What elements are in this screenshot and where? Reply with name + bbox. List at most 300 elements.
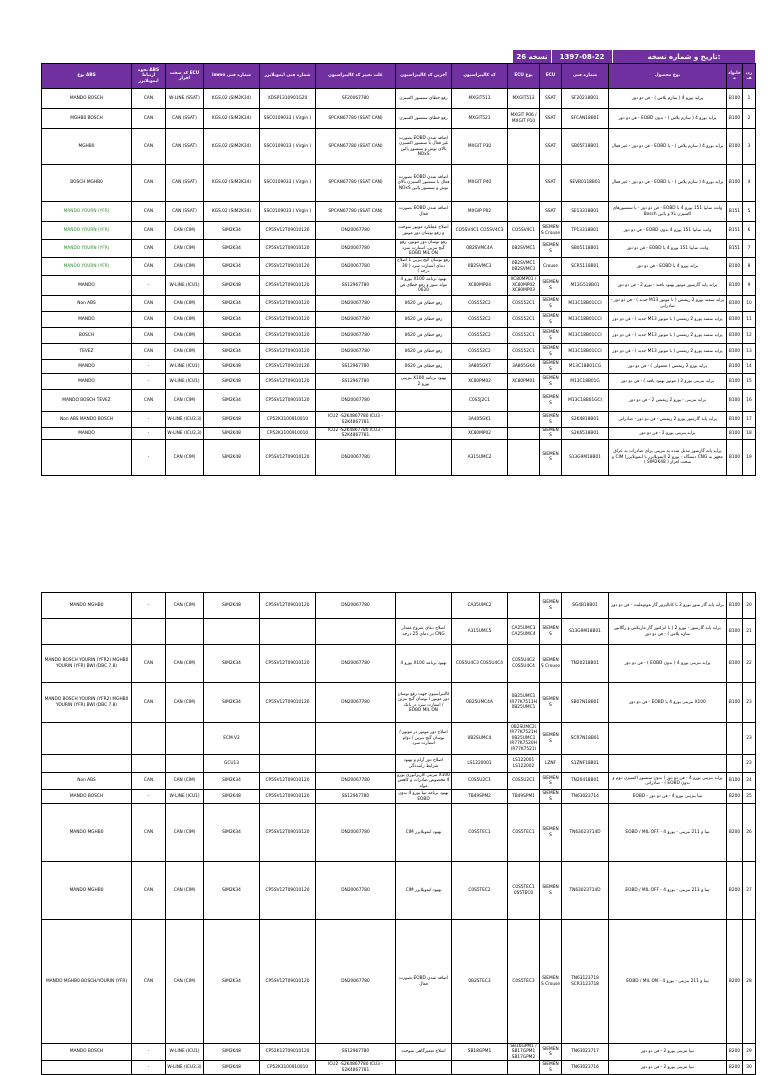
cell-link: CAN (CIM)	[166, 773, 204, 790]
cell-last-cal: C0S5U4C2 C0S5U4C4	[508, 645, 540, 683]
cell-fam: B200	[727, 804, 743, 862]
cell-conn	[132, 619, 166, 645]
cell-hw: SIM2K34	[204, 222, 260, 240]
cell-hw: ECM V2	[204, 723, 260, 755]
cell-no: 25	[743, 790, 756, 804]
cell-last-cal: C0S5TEC1	[508, 804, 540, 862]
cell-no: 16	[743, 390, 756, 412]
cell-hw: SIM2K48	[204, 374, 260, 390]
cell-pn: SCR7N18B01	[562, 723, 609, 755]
cell-reason: رفع خطای فن 0620	[396, 360, 452, 374]
cell-cal: C0S5TEC1	[452, 804, 508, 862]
cell-reason: اضافه شدن EOBD بصورت فعال	[396, 920, 452, 1044]
cell-pn: SF20218B01	[562, 89, 609, 109]
cell-immo-pn: DN20067780	[316, 390, 396, 412]
cell-last-cal	[508, 439, 540, 475]
table-row	[42, 129, 756, 165]
cell-link	[166, 723, 204, 755]
cell-reason	[396, 390, 452, 412]
cell-conn: CAN	[132, 258, 166, 276]
cell-last-cal: 0B2SVMC1 0B2SVMC3	[508, 258, 540, 276]
cell-hw: SIM2K34	[204, 240, 260, 258]
cell-reason	[396, 428, 452, 440]
cell-immo: CP5SV12T09010120	[260, 344, 316, 360]
cell-pn: M13C18B01CG	[562, 360, 609, 374]
cell-reason: رفع خطای فن 0620	[396, 312, 452, 328]
cell-pn: SEVB0118B01	[562, 165, 609, 202]
cell-no: 21	[743, 619, 756, 645]
cell-fam: B100	[727, 773, 743, 790]
cell-abs	[42, 1061, 132, 1075]
cell-ecu-type: SIEMENS Crouse	[540, 645, 562, 683]
cell-fam: B100	[727, 258, 743, 276]
cell-link: CAN (CIM)	[166, 645, 204, 683]
cell-conn: CAN	[132, 328, 166, 344]
cell-cal: 3A805GK7	[452, 360, 508, 374]
cell-last-cal	[508, 428, 540, 440]
cell-cal: MXGIP P02	[452, 202, 508, 222]
cell-cal: 3A405GK1	[452, 412, 508, 428]
cell-conn: CAN	[132, 920, 166, 1044]
cell-ecu-type: SIEMENS	[540, 1061, 562, 1075]
cell-product: پراید بنزینی یورو 4 ( بدون EOBD ) - فن دو دور	[609, 645, 727, 683]
cell-no: 12	[743, 328, 756, 344]
cell-immo-pn: SPCAN67780 (SSAT CAN)	[316, 109, 396, 129]
cell-pn: TP13318B01	[562, 222, 609, 240]
column-header: ABS نحوه ارتباط ایموبلایزر	[132, 64, 166, 89]
cell-ecu-type: SIEMENS	[540, 439, 562, 475]
table-row	[42, 89, 756, 109]
cell-reason: بهبود برنامه X100 یورو 4	[396, 645, 452, 683]
cell-ecu-type: SIEMENS	[540, 412, 562, 428]
cell-link: W-LINE (ICU1)	[166, 276, 204, 296]
table-row	[42, 755, 756, 773]
cell-fam: B200	[727, 1044, 743, 1061]
cell-immo: CP52K3100910010	[260, 428, 316, 440]
table-row	[42, 412, 756, 428]
cell-link: CAN (SSAT)	[166, 129, 204, 165]
cell-hw	[204, 619, 260, 645]
cell-last-cal	[508, 1061, 540, 1075]
cell-hw: SIM2K34	[204, 390, 260, 412]
cell-immo: CP5SV12T09010120	[260, 222, 316, 240]
cell-no: 10	[743, 296, 756, 312]
cell-immo-pn: DN20067780	[316, 683, 396, 723]
cell-pn: SE13318B01	[562, 202, 609, 222]
column-header: ECU	[540, 64, 562, 89]
table-row	[42, 222, 756, 240]
cell-conn	[132, 723, 166, 755]
cell-immo-pn: DN20067780	[316, 593, 396, 619]
column-header: شماره فنی	[562, 64, 609, 89]
cell-ecu-type: SSAT	[540, 89, 562, 109]
table-row	[42, 645, 756, 683]
cell-immo-pn: DN20067780	[316, 328, 396, 344]
cell-conn: CAN	[132, 89, 166, 109]
cell-abs: MANDO MGHB0 BOSCH/YOURIN (YFR)	[42, 920, 132, 1044]
cell-product: پراید سمند یورو 2 زیمنس ( با موتور M13 جدید ) - فن دو دور	[609, 312, 727, 328]
column-header: شماره فنی immo	[204, 64, 260, 89]
cell-product: پراید بنزینی یورو 2 ( موتور بهبود یافته ) - فن دو دور	[609, 374, 727, 390]
cell-reason	[396, 412, 452, 428]
cell-conn: -	[132, 374, 166, 390]
cell-product: وانت سایپا 151 یورو 4 با EOBD - فن دو دور	[609, 240, 727, 258]
cell-conn: CAN	[132, 683, 166, 723]
cell-hw: KGS.02 (SIM2K34)	[204, 109, 260, 129]
cell-abs: MANDO	[42, 374, 132, 390]
cell-ecu-type: Crouse	[540, 258, 562, 276]
table-row	[42, 428, 756, 440]
cell-reason: بهبود برنامه X100 یورو 4 مولد سوز و رفع خطای فن 0620	[396, 276, 452, 296]
document-title-bar	[513, 50, 755, 64]
cell-reason	[396, 593, 452, 619]
cell-fam: B100	[727, 390, 743, 412]
cell-immo: CP5SV12T09010120	[260, 593, 316, 619]
cell-no: 28	[743, 920, 756, 1044]
cell-immo-pn: SS12967780	[316, 276, 396, 296]
cell-immo: CP5SV12T09010120	[260, 312, 316, 328]
cell-hw: KGS.02 (SIM2K34)	[204, 89, 260, 109]
cell-last-cal: TB49SPM1	[508, 790, 540, 804]
title-label: تاریخ و شماره نسخه:	[612, 50, 755, 64]
cell-product: پراید یورو 4 ( ساژم پلاس ) - بدون EOBD - فن دو دور	[609, 109, 727, 129]
cell-immo-pn: SS12967780	[316, 374, 396, 390]
cell-conn: CAN	[132, 862, 166, 920]
cell-ecu-type: SIEMENS	[540, 1044, 562, 1061]
cell-no: 13	[743, 344, 756, 360]
cell-immo-pn: SF20067780	[316, 89, 396, 109]
cell-fam: B100	[727, 89, 743, 109]
table-row	[42, 773, 756, 790]
cell-last-cal: 0B2SVMC1	[508, 240, 540, 258]
cell-ecu-type: SSAT	[540, 129, 562, 165]
cell-product: وانت سایپا 151 یورو 4 با EOBD - فن دو دور - با سنسورهای اکسیژن بالا و پائین Bosch	[609, 202, 727, 222]
cell-abs: Non ABS	[42, 773, 132, 790]
ecu-table-page2	[41, 592, 756, 1075]
cell-reason: رفع خطای فن 0620	[396, 328, 452, 344]
cell-abs: BOSCH MGHB0	[42, 165, 132, 202]
table-row	[42, 593, 756, 619]
cell-product	[609, 723, 727, 755]
cell-cal: C0S552C2	[452, 296, 508, 312]
cell-immo-pn: DN20067780	[316, 773, 396, 790]
cell-immo-pn: DN20067780	[316, 920, 396, 1044]
cell-last-cal: C0S5U2C1	[508, 773, 540, 790]
cell-cal: 0B2SVMC3	[452, 258, 508, 276]
cell-hw: SIM2K48	[204, 1044, 260, 1061]
cell-hw: SIM2K34	[204, 683, 260, 723]
cell-pn: M13C18B01CCI	[562, 328, 609, 344]
cell-cal: MXGIT P40	[452, 165, 508, 202]
cell-conn: -	[132, 360, 166, 374]
cell-fam: B100	[727, 683, 743, 723]
cell-conn: CAN	[132, 390, 166, 412]
cell-fam: B100	[727, 439, 743, 475]
cell-link: CAN (CIM)	[166, 593, 204, 619]
cell-reason: کالیبراسیون جهت رفع نوسان دور موتور / نوسان گیج بنزین / استارت سرد در بانک EOBD MIL ON	[396, 683, 452, 723]
cell-reason: بهبود برنامه X100 بنزینی یورو 2	[396, 374, 452, 390]
column-header: علت تغییر کد کالیبراسیون	[316, 64, 396, 89]
cell-immo-pn: DN20067780	[316, 645, 396, 683]
cell-no: 29	[743, 1044, 756, 1061]
cell-conn: -	[132, 790, 166, 804]
cell-abs: MANDO YOURN (YFR)	[42, 222, 132, 240]
cell-immo-pn: DN20067780	[316, 439, 396, 475]
cell-product: پراید بنزینی یورو 4 - فن دو دور ( بدون سنسور اکسیژن دوم و بدون EOBD ) - صادراتی	[609, 773, 727, 790]
cell-product: پراید یورو 4 با EOBD - فن دو دور	[609, 258, 727, 276]
cell-cal: 0B2SUMC4	[452, 723, 508, 755]
cell-conn: CAN	[132, 804, 166, 862]
cell-conn: -	[132, 593, 166, 619]
cell-ecu-type: SIEMENS	[540, 683, 562, 723]
cell-ecu-type: SIEMENS	[540, 790, 562, 804]
cell-immo-pn: SS12967780	[316, 790, 396, 804]
cell-last-cal	[508, 390, 540, 412]
cell-ecu-type: SIEMENS	[540, 328, 562, 344]
cell-pn: TN63023714D	[562, 862, 609, 920]
cell-reason: اصلاح دمای شروع مقدار CNG در دمای 25 درجه	[396, 619, 452, 645]
cell-cal: 0B2SVMC4A	[452, 240, 508, 258]
cell-abs: MANDO BOSCH	[42, 89, 132, 109]
cell-pn: M13C18B01CCI	[562, 312, 609, 328]
cell-no: 11	[743, 312, 756, 328]
cell-link: CAN (SSAT)	[166, 165, 204, 202]
cell-hw: SIM2K34	[204, 804, 260, 862]
table-row	[42, 683, 756, 723]
cell-link: W-LINE (ICU1)	[166, 790, 204, 804]
cell-cal: C0S5TEC2	[452, 862, 508, 920]
cell-cal: A315UMC5	[452, 619, 508, 645]
cell-abs: Non ABS MANDO BOSCH	[42, 412, 132, 428]
cell-hw: KGS.02 (SIM2K34)	[204, 202, 260, 222]
cell-link: CAN (CIM)	[166, 344, 204, 360]
cell-last-cal: C0S552C1	[508, 312, 540, 328]
cell-product: پراید پایه گاز سوز یورو 2 با کاتالیزور گاز موتوملیت - فن دو دور	[609, 593, 727, 619]
cell-immo: CP5SV12T09010120	[260, 862, 316, 920]
cell-conn: CAN	[132, 312, 166, 328]
cell-ecu-type: SIEMENS	[540, 723, 562, 755]
cell-link: CAN (CIM)	[166, 296, 204, 312]
cell-product: تیبا و 211 بنزینی - یورو 4 - EOBD / MIL ON	[609, 920, 727, 1044]
cell-conn: -	[132, 412, 166, 428]
cell-hw: SIM2K48	[204, 412, 260, 428]
table-row	[42, 312, 756, 328]
table-row	[42, 202, 756, 222]
table-row	[42, 920, 756, 1044]
table-row	[42, 862, 756, 920]
cell-cal: XC80PM02	[452, 374, 508, 390]
cell-abs: MANDO YOURN (YFR)	[42, 240, 132, 258]
cell-hw: SIM2K48	[204, 276, 260, 296]
cell-last-cal: 0B2SUMC2i IR77K7521H 0B25UMC1 IR77K7520H IR77K7521I	[508, 723, 540, 755]
cell-no: 3	[743, 129, 756, 165]
cell-reason: اصلاح تعمیرگاهی سوخت	[396, 1044, 452, 1061]
cell-conn: CAN	[132, 296, 166, 312]
cell-no: 18	[743, 428, 756, 440]
cell-conn: CAN	[132, 773, 166, 790]
cell-immo-pn: DN20067780	[316, 222, 396, 240]
cell-no: 27	[743, 862, 756, 920]
column-header: نوع ECU	[508, 64, 540, 89]
cell-hw: SIM2K48	[204, 593, 260, 619]
cell-ecu-type: SIEMENS	[540, 344, 562, 360]
cell-immo-pn	[316, 755, 396, 773]
cell-cal: C0S552C2	[452, 344, 508, 360]
cell-cal: XC80MP04	[452, 276, 508, 296]
cell-link: CAN (SSAT)	[166, 109, 204, 129]
cell-last-cal: LS122001 LS122002	[508, 755, 540, 773]
cell-pn: S1ZNF18B01	[562, 755, 609, 773]
cell-immo: CP5SV12T09010120	[260, 390, 316, 412]
cell-conn: CAN	[132, 222, 166, 240]
cell-abs: MANDO BOSCH YOURIN (YFR2) MGHB0 YOURIN (YFR) BWI (DBC 7.8)	[42, 645, 132, 683]
cell-abs	[42, 439, 132, 475]
cell-no: 17	[743, 412, 756, 428]
cell-hw: KGS.02 (SIM2K34)	[204, 129, 260, 165]
column-header: شماره فنی ایموبلایزر	[260, 64, 316, 89]
cell-no: 2	[743, 109, 756, 129]
cell-immo-pn: DN20067780	[316, 804, 396, 862]
cell-immo-pn: SPCAN67780 (SSAT CAN)	[316, 202, 396, 222]
cell-fam: B151	[727, 222, 743, 240]
cell-reason: اصلاح عملکرد موتور سوخت و رفع نوسان دور موتور	[396, 222, 452, 240]
cell-last-cal: XC80PM01	[508, 374, 540, 390]
cell-abs: MANDO MGHB0	[42, 804, 132, 862]
cell-ecu-type: SIEMENS	[540, 804, 562, 862]
cell-conn: CAN	[132, 129, 166, 165]
cell-hw: SIM2K34	[204, 773, 260, 790]
cell-immo	[260, 755, 316, 773]
column-header: خانواده	[727, 64, 743, 89]
cell-no: 7	[743, 240, 756, 258]
cell-last-cal: 3A805GK4	[508, 360, 540, 374]
cell-ecu-type: SSAT	[540, 165, 562, 202]
cell-cal: C0S552C2	[452, 328, 508, 344]
table-row	[42, 804, 756, 862]
table-row	[42, 790, 756, 804]
cell-last-cal: XC80MP01 / XC80MP02 XC80MP03	[508, 276, 540, 296]
cell-link: CAN (CIM)	[166, 240, 204, 258]
cell-immo: SSC0109033 ( Virgin )	[260, 202, 316, 222]
cell-cal: 0B2STEC3	[452, 920, 508, 1044]
cell-product: پراید بنزینی یورو 2 - فن دو دور	[609, 428, 727, 440]
cell-no: 9	[743, 276, 756, 296]
cell-conn: CAN	[132, 240, 166, 258]
cell-link	[166, 619, 204, 645]
cell-pn: S2K4818B01	[562, 412, 609, 428]
cell-pn: M13G518B01	[562, 276, 609, 296]
cell-link: CAN (CIM)	[166, 222, 204, 240]
column-header: آخرین کد کالیبراسیون	[396, 64, 452, 89]
cell-no: 8	[743, 258, 756, 276]
table-row	[42, 1044, 756, 1061]
table-row	[42, 344, 756, 360]
cell-last-cal: C0S5TEC1 0S5TEC0	[508, 862, 540, 920]
cell-ecu-type: LZNF	[540, 755, 562, 773]
cell-no: 6	[743, 222, 756, 240]
cell-product: X100 بنزینی یورو 4 با EOBD - فن دو دور	[609, 683, 727, 723]
cell-last-cal: C0S552C1	[508, 296, 540, 312]
cell-product: پراید سمند یورو 2 زیمنس ( با موتور M13 جدید ) - فن دو دور - صادراتی	[609, 296, 727, 312]
cell-product: پراید یورو 4 ( ساژم پلاس ) - با EOBD - فن دو دور - غیر فعال	[609, 165, 727, 202]
cell-no: 23	[743, 723, 756, 755]
cell-link: CAN (CIM)	[166, 920, 204, 1044]
cell-immo: SSC0109033 ( Virgin )	[260, 129, 316, 165]
cell-pn: SG4B18B01	[562, 593, 609, 619]
cell-pn: SB05118B01	[562, 240, 609, 258]
cell-immo-pn	[316, 723, 396, 755]
cell-hw: SIM2K48	[204, 428, 260, 440]
cell-hw: SIM2K34	[204, 920, 260, 1044]
cell-product: تیبا بنزینی یورو 4 - فن دو دور - EOBD	[609, 790, 727, 804]
cell-link: W-LINE (ICU1)	[166, 374, 204, 390]
cell-last-cal: C0S552C1	[508, 344, 540, 360]
cell-cal: SB18GPM1	[452, 1044, 508, 1061]
cell-conn: -	[132, 1044, 166, 1061]
cell-abs: MANDO BOSCH	[42, 1044, 132, 1061]
cell-immo: SSC0109033 ( Virgin )	[260, 109, 316, 129]
column-header: نوع محصول	[609, 64, 727, 89]
cell-link: CAN (CIM)	[166, 312, 204, 328]
cell-no: 26	[743, 804, 756, 862]
cell-product: پراید پایه گازسوز موتور بهبود یافته - یورو 2 - فن دو دور	[609, 276, 727, 296]
cell-immo	[260, 619, 316, 645]
cell-last-cal	[508, 129, 540, 165]
cell-hw: SIM2K34	[204, 296, 260, 312]
cell-product: پراید سمند یورو 2 زیمنس ( با موتور M13 جدید ) - فن دو دور	[609, 344, 727, 360]
cell-pn: S13G9M18B01	[562, 619, 609, 645]
cell-abs: MANDO BOSCH TEVEZ	[42, 390, 132, 412]
cell-cal: C0S5J2C1	[452, 390, 508, 412]
cell-immo	[260, 723, 316, 755]
cell-immo: CP52K12T09010120	[260, 1044, 316, 1061]
cell-immo-pn: SS12967780	[316, 1044, 396, 1061]
cell-ecu-type: SIEMENS	[540, 296, 562, 312]
cell-immo-pn: ICU2 -S2K4867780 ICU3 -S2K4867781	[316, 412, 396, 428]
cell-link: CAN (SSAT)	[166, 202, 204, 222]
cell-product	[609, 755, 727, 773]
cell-immo: CP52K3100910010	[260, 412, 316, 428]
cell-fam: B200	[727, 790, 743, 804]
cell-fam: B100	[727, 360, 743, 374]
cell-link: CAN (CIM)	[166, 683, 204, 723]
cell-fam: B100	[727, 276, 743, 296]
cell-link: W-LINE (ICU1)	[166, 360, 204, 374]
cell-pn: TN20418B01	[562, 773, 609, 790]
cell-link: W-LINE (SSAT)	[166, 89, 204, 109]
cell-abs	[42, 723, 132, 755]
table-row	[42, 258, 756, 276]
cell-no: 19	[743, 439, 756, 475]
cell-abs: TEVEZ	[42, 344, 132, 360]
cell-hw: SIM2K48	[204, 790, 260, 804]
cell-hw: SIM2K34	[204, 344, 260, 360]
table-row	[42, 165, 756, 202]
cell-fam: B200	[727, 862, 743, 920]
cell-link: W-LINE (ICU2,3)	[166, 428, 204, 440]
cell-cal: XC80MP02	[452, 428, 508, 440]
cell-no: 22	[743, 645, 756, 683]
cell-ecu-type: SIEMENS Crouse	[540, 222, 562, 240]
column-header: ECU کد سخت افزار	[166, 64, 204, 89]
cell-conn: CAN	[132, 645, 166, 683]
cell-ecu-type: SSAT	[540, 202, 562, 222]
cell-pn: M13C18B01G	[562, 374, 609, 390]
cell-abs: BOSCH	[42, 328, 132, 344]
cell-hw: SIM2K48	[204, 360, 260, 374]
cell-hw: SIM2K34	[204, 312, 260, 328]
cell-immo-pn: SPCAN67780 (SSAT CAN)	[316, 165, 396, 202]
